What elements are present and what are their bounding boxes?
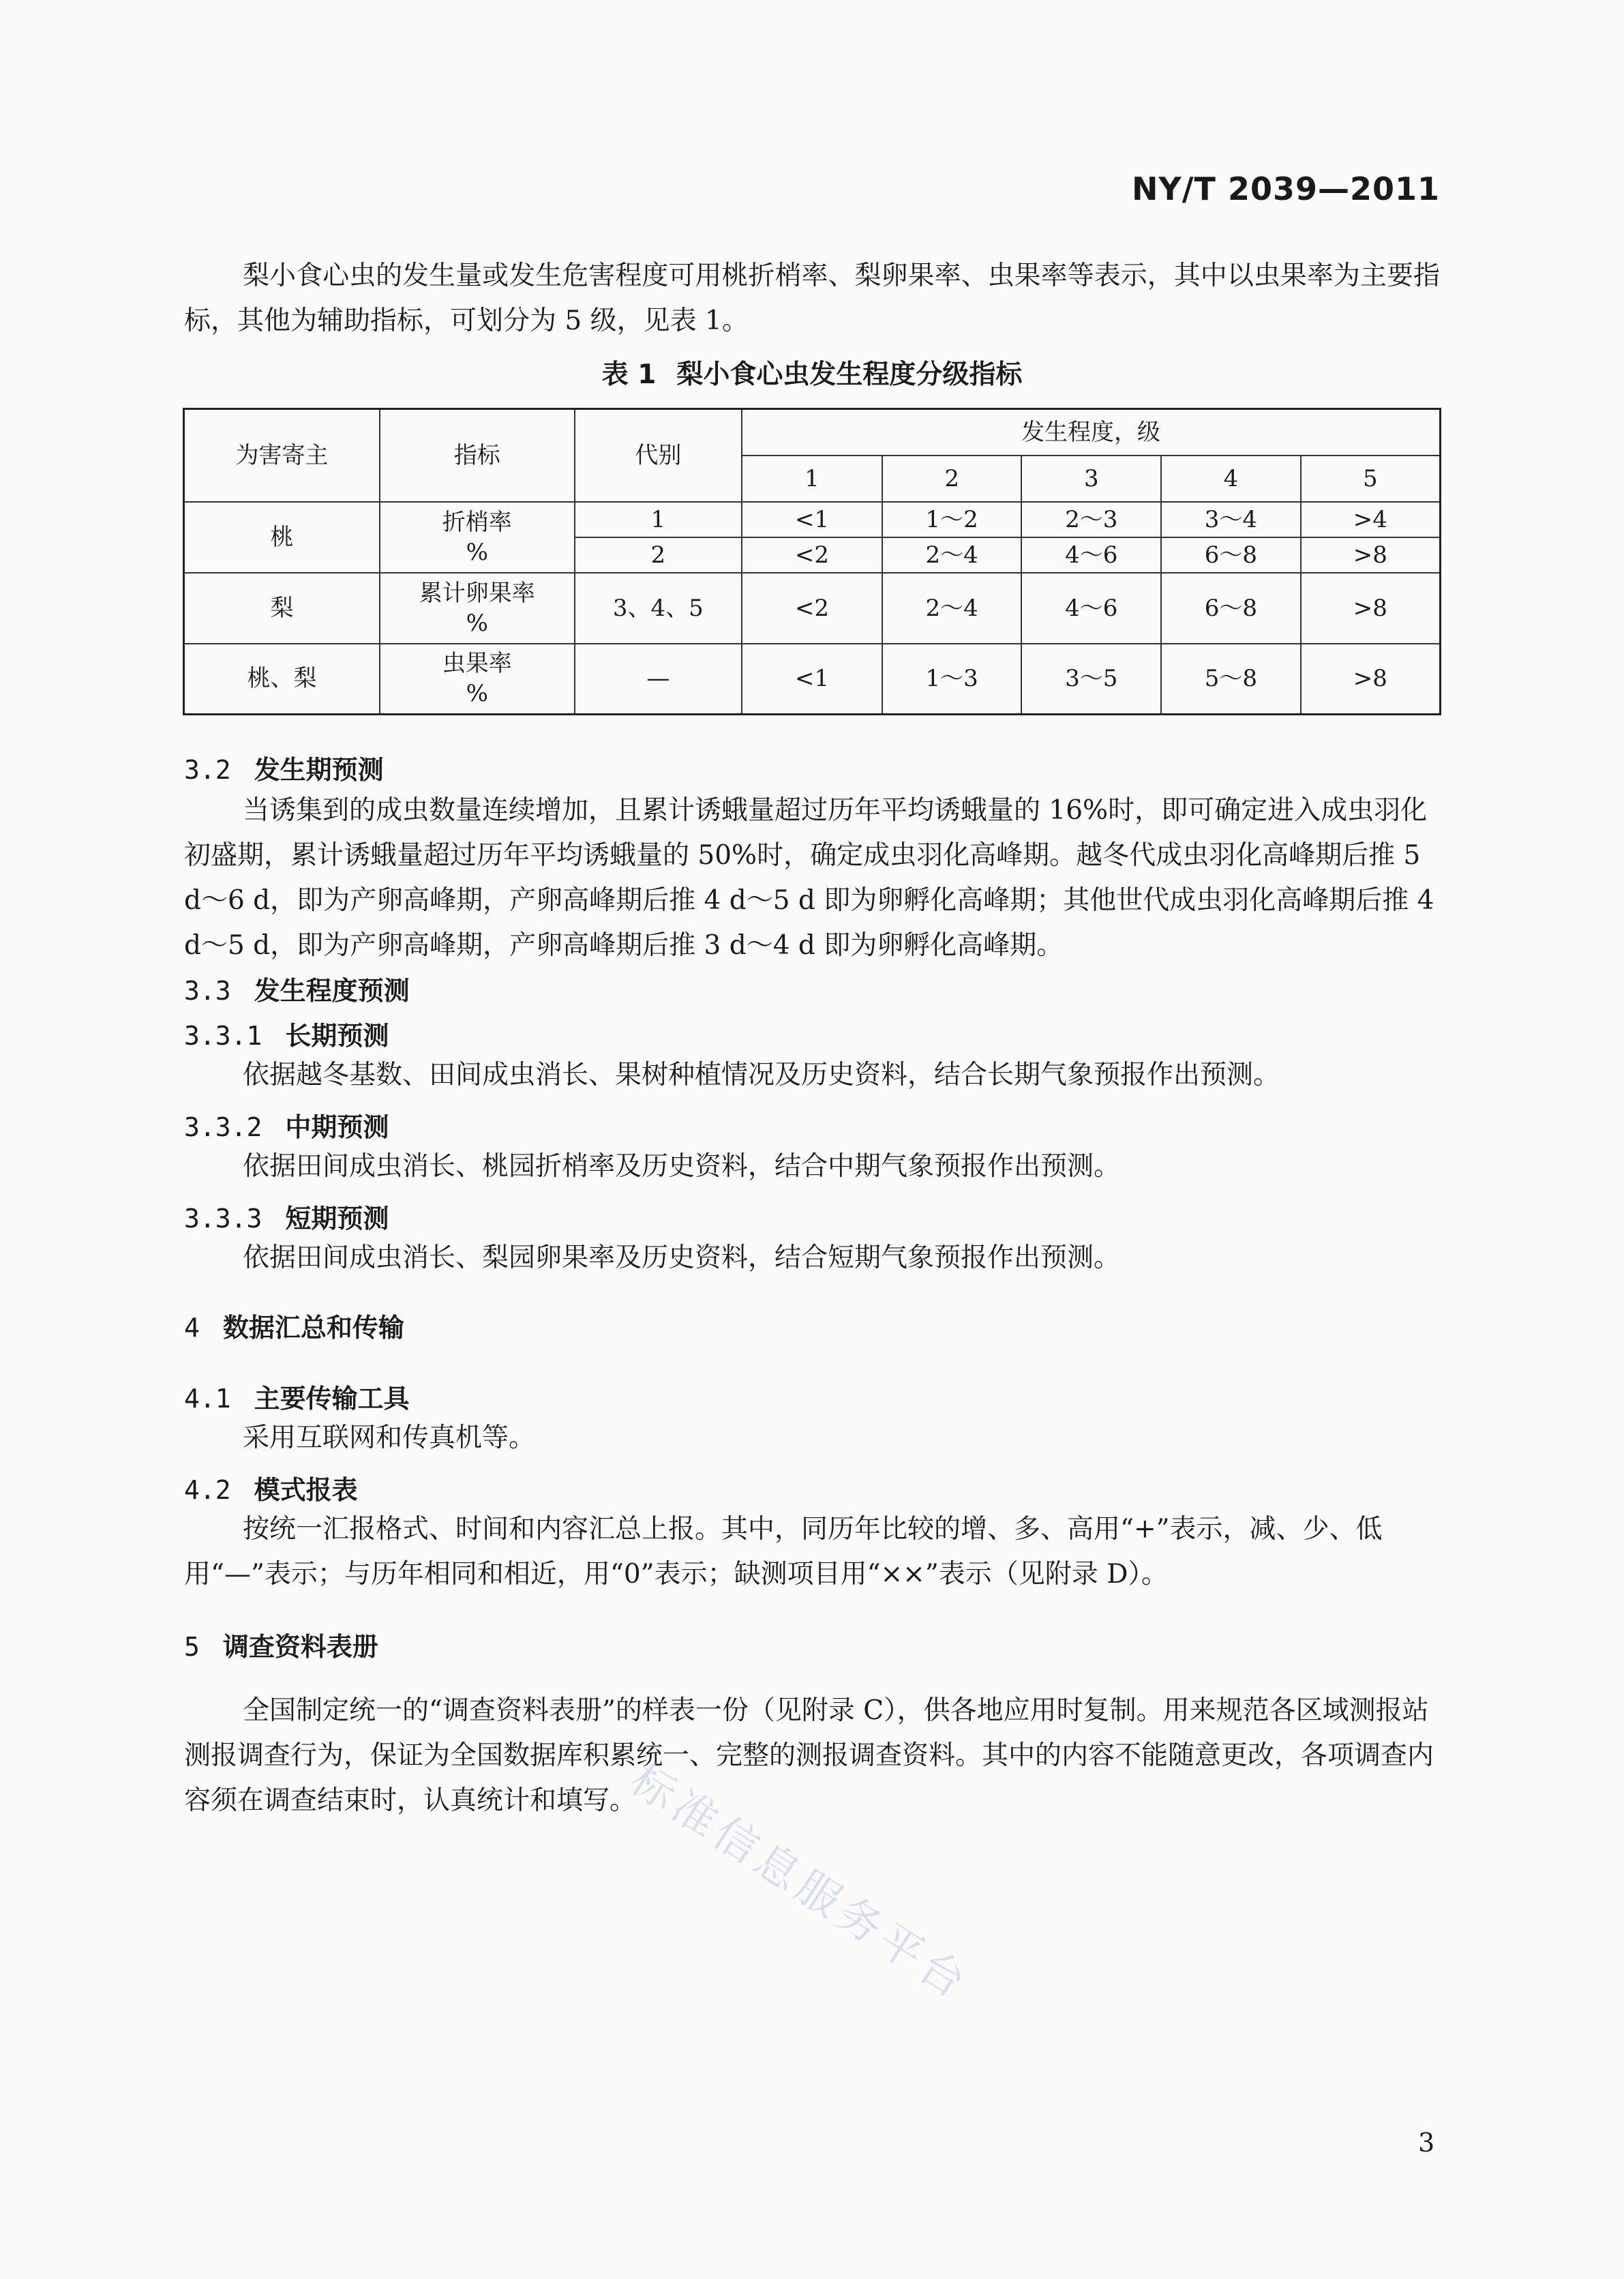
section-number: 3.3.3	[184, 1204, 262, 1234]
section-title: 调查资料表册	[222, 1632, 378, 1662]
value-cell: 6～8	[1161, 537, 1301, 573]
generation-cell: 1	[575, 502, 742, 537]
section-title: 模式报表	[254, 1475, 358, 1505]
header-host: 为害寄主	[184, 409, 380, 502]
header-index: 指标	[380, 409, 574, 502]
section-4-1-text: 采用互联网和传真机等。	[243, 1422, 536, 1453]
generation-cell: 2	[575, 537, 742, 573]
value-cell: <2	[742, 537, 882, 573]
value-cell: 1～3	[882, 644, 1022, 715]
section-4-2-text: 按统一汇报格式、时间和内容汇总上报。其中，同历年比较的增、多、高用“+”表示，减、少、低用“—”表示；与历年相同和相近，用“0”表示；缺测项目用“××”表示（见附录 D）。	[184, 1514, 1383, 1590]
value-cell: <1	[742, 644, 882, 715]
section-title: 长期预测	[285, 1021, 389, 1051]
value-cell: >4	[1301, 502, 1441, 537]
table-row	[184, 573, 1441, 644]
section-number: 3.3.2	[184, 1112, 262, 1142]
section-title: 数据汇总和传输	[222, 1313, 404, 1343]
value-cell: 6～8	[1161, 573, 1301, 644]
section-number: 5	[184, 1632, 200, 1662]
host-cell: 桃、梨	[184, 644, 380, 715]
standard-number: NY/T 2039—2011	[1131, 170, 1440, 207]
value-cell: 4～6	[1021, 537, 1161, 573]
table-row	[184, 644, 1441, 715]
index-cell: 折梢率 %	[380, 502, 574, 573]
value-cell: <1	[742, 502, 882, 537]
value-cell: 2～4	[882, 537, 1022, 573]
section-number: 4.2	[184, 1475, 231, 1505]
value-cell: 5～8	[1161, 644, 1301, 715]
header-degree: 发生程度，级	[742, 409, 1440, 456]
value-cell: 2～3	[1021, 502, 1161, 537]
section-number: 4	[184, 1313, 200, 1343]
section-title: 发生期预测	[254, 755, 384, 785]
index-cell: 虫果率 %	[380, 644, 574, 715]
value-cell: 4～6	[1021, 573, 1161, 644]
section-title: 中期预测	[285, 1112, 389, 1142]
section-number: 4.1	[184, 1384, 231, 1414]
section-title: 主要传输工具	[254, 1384, 410, 1414]
section-number: 3.3.1	[184, 1021, 262, 1051]
value-cell: 3～5	[1021, 644, 1161, 715]
section-3-3-1-text: 依据越冬基数、田间成虫消长、果树种植情况及历史资料，结合长期气象预报作出预测。	[243, 1060, 1280, 1090]
section-4-heading	[184, 1307, 404, 1344]
section-3-2-heading	[184, 749, 384, 786]
page-number: 3	[1418, 2128, 1435, 2158]
value-cell: 2～4	[882, 573, 1022, 644]
table-caption-title: 梨小食心虫发生程度分级指标	[676, 359, 1023, 390]
section-title: 发生程度预测	[254, 976, 410, 1006]
value-cell: <2	[742, 573, 882, 644]
level-cell: 2	[882, 456, 1022, 502]
header-generation: 代别	[575, 409, 742, 502]
section-3-3-3-text: 依据田间成虫消长、梨园卵果率及历史资料，结合短期气象预报作出预测。	[243, 1242, 1121, 1273]
level-cell: 5	[1301, 456, 1441, 502]
level-cell: 3	[1021, 456, 1161, 502]
value-cell: 3～4	[1161, 502, 1301, 537]
section-3-3-1-heading	[184, 1015, 389, 1052]
table-row	[184, 502, 1441, 537]
section-number: 3.2	[184, 755, 231, 785]
section-3-2-text: 当诱集到的成虫数量连续增加，且累计诱蛾量超过历年平均诱蛾量的 16%时，即可确定进入成虫羽化初盛期，累计诱蛾量超过历年平均诱蛾量的 50%时，确定成虫羽化高峰期。越冬代成虫羽化高峰期后推 5 d～6 d，即为产卵高峰期，产卵高峰期后推 4 d～5 d 即为卵孵化高峰期；其他世代成虫羽化高峰期后推 4 d～5 d，即为产卵高峰期，产卵高峰期后推 3 d～4 d 即为卵孵化高峰期。	[184, 795, 1434, 961]
table-caption	[184, 353, 1440, 391]
section-number: 3.3	[184, 976, 231, 1006]
value-cell: >8	[1301, 644, 1441, 715]
section-title: 短期预测	[285, 1204, 389, 1234]
level-cell: 1	[742, 456, 882, 502]
section-4-1-heading	[184, 1377, 410, 1415]
host-cell: 梨	[184, 573, 380, 644]
level-cell: 4	[1161, 456, 1301, 502]
section-3-3-2-text: 依据田间成虫消长、桃园折梢率及历史资料，结合中期气象预报作出预测。	[243, 1151, 1121, 1182]
section-3-3-3-heading	[184, 1197, 389, 1235]
value-cell: 1～2	[882, 502, 1022, 537]
section-3-3-heading	[184, 970, 410, 1007]
table-header-row	[184, 409, 1441, 456]
value-cell: >8	[1301, 573, 1441, 644]
watermark: 标准信息服务平台	[621, 1754, 978, 2011]
value-cell: >8	[1301, 537, 1441, 573]
section-3-3-2-heading	[184, 1106, 389, 1144]
section-4-2-heading	[184, 1469, 358, 1506]
section-5-text: 全国制定统一的“调查资料表册”的样表一份（见附录 C），供各地应用时复制。用来规范各区域测报站测报调查行为，保证为全国数据库积累统一、完整的测报调查资料。其中的内容不能随意更改，各项调查内容须在调查结束时，认真统计和填写。	[184, 1695, 1434, 1816]
table-caption-label: 表 1	[601, 359, 657, 390]
index-cell: 累计卵果率 %	[380, 573, 574, 644]
host-cell: 桃	[184, 502, 380, 573]
grade-table	[183, 408, 1441, 715]
generation-cell: 3、4、5	[575, 573, 742, 644]
generation-cell: —	[575, 644, 742, 715]
section-5-heading	[184, 1626, 378, 1663]
intro-paragraph: 梨小食心虫的发生量或发生危害程度可用桃折梢率、梨卵果率、虫果率等表示，其中以虫果率为主要指标，其他为辅助指标，可划分为 5 级，见表 1。	[184, 260, 1440, 336]
